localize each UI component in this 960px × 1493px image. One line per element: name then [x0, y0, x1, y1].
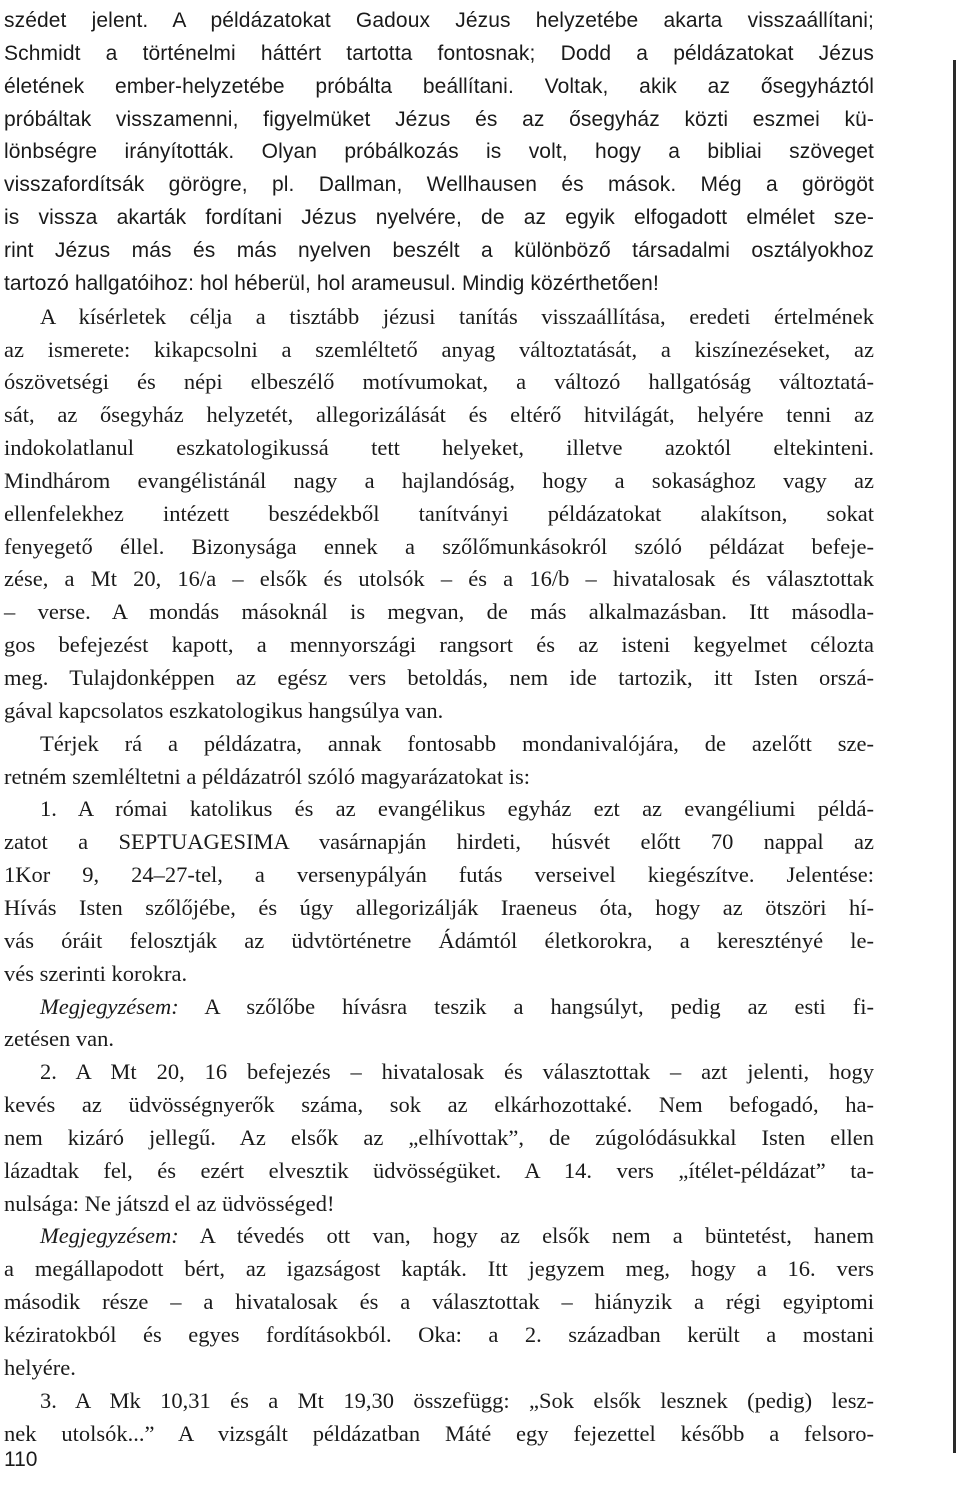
- text-line-content: a megállapodott bért, az igazságost kapták. Itt jegyzem meg, hogy a 16. vers: [4, 1256, 874, 1282]
- text-line: [4, 1351, 874, 1384]
- text-line: [4, 825, 874, 858]
- text-line: [4, 1252, 874, 1285]
- text-line: [4, 1154, 874, 1187]
- text-line-content: nem kizáró jellegű. Az elsők az „elhívottak”, de zúgolódásukkal Isten ellen: [4, 1124, 874, 1150]
- text-line: [4, 760, 874, 793]
- text-line-content: 3. A Mk 10,31 és a Mt 19,30 összefügg: „Sok elsők lesznek (pedig) lesz-: [40, 1387, 874, 1413]
- text-line-content: A kísérletek célja a tisztább jézusi tanítás visszaállítása, eredeti értelmének: [40, 303, 874, 329]
- text-line: [4, 661, 874, 694]
- text-line-content: zatot a SEPTUAGESIMA vasárnapján hirdeti, húsvét előtt 70 nappal az: [4, 829, 874, 855]
- scan-edge-line: [953, 60, 956, 1453]
- text-line-content: retném szemléltetni a példázatról szóló magyarázatokat is:: [4, 763, 531, 789]
- text-line: [4, 333, 874, 366]
- text-line: [4, 497, 874, 530]
- text-line-content: 1Kor 9, 24–27-tel, a versenypályán futás verseivel kiegészítve. Jelentése:: [4, 862, 874, 888]
- text-line-content: vás óráit felosztják az üdvtörténetre Ádámtól életkorokra, a keresztényé le-: [4, 927, 874, 953]
- text-line-content: A szőlőbe hívásra teszik a hangsúlyt, pedig az esti fi-: [178, 993, 874, 1019]
- text-line: [4, 924, 874, 957]
- text-line: [4, 37, 874, 70]
- text-line: [40, 792, 874, 825]
- text-line-content: fenyegető éllel. Bizonysága ennek a szőlőmunkásokról szóló példázat befeje-: [4, 533, 874, 559]
- text-line-content: sát, az ősegyház helyzetét, allegorizálását és eltérő hitvilágát, helyére tenni az: [4, 402, 874, 428]
- text-line: [40, 1055, 874, 1088]
- text-line-content: gával kapcsolatos eszkatologikus hangsúlya van.: [4, 697, 444, 723]
- text-line-content: szédet jelent. A példázatokat Gadoux Jézus helyzetébe akarta visszaállítani;: [4, 9, 874, 32]
- text-line-content: zetésen van.: [4, 1026, 114, 1052]
- text-line: [40, 300, 874, 333]
- text-line-content: az ismerete: kikapcsolni a szemléltető anyag változtatását, a kiszínezéseket, az: [4, 336, 874, 362]
- text-line-content: ószövetségi és népi elbeszélő motívumokat, a változó hallgatóság változtatá-: [4, 369, 874, 395]
- text-line-content: Térjek rá a példázatra, annak fontosabb mondanivalójára, de azelőtt sze-: [40, 730, 874, 756]
- text-line: [4, 1022, 874, 1055]
- text-line: [4, 1121, 874, 1154]
- text-line: [40, 1219, 874, 1252]
- text-line: [4, 103, 874, 136]
- text-line: [4, 694, 874, 727]
- text-line-content: második része – a hivatalosak és a választottak – hiányzik a régi egyiptomi: [4, 1289, 874, 1315]
- text-line-content: lázadtak fel, és ezért elvesztik üdvösségüket. A 14. vers „ítélet-példázat” ta-: [4, 1157, 874, 1183]
- text-line: [4, 1187, 874, 1220]
- text-line-content: rint Jézus más és más nyelven beszélt a különböző társadalmi osztályokhoz: [4, 238, 874, 262]
- text-line-content: indokolatlanul eszkatologikussá tett helyeket, illetve azoktól eltekinteni.: [4, 435, 874, 461]
- text-line: [4, 628, 874, 661]
- text-line-content: meg. Tulajdonképpen az egész vers betoldás, nem ide tartozik, itt Isten orszá-: [4, 665, 874, 690]
- text-line: [4, 1318, 874, 1351]
- text-line: [4, 365, 874, 398]
- text-line: [40, 1384, 874, 1417]
- text-line-content: nulsága: Ne játszd el az üdvösséged!: [4, 1190, 335, 1216]
- text-line: [4, 530, 874, 563]
- text-line-content: ellenfelekhez intézett beszédekből tanítványi példázatokat alakítson, sokat: [4, 500, 874, 526]
- text-line: [4, 957, 874, 990]
- text-line-content: vés szerinti korokra.: [4, 960, 188, 986]
- text-line: [4, 135, 874, 168]
- text-line: [40, 727, 874, 760]
- page-number: 110: [4, 1448, 38, 1471]
- text-line-content: – verse. A mondás másoknál is megvan, de más alkalmazásban. Itt másodla-: [4, 599, 874, 625]
- text-line: [4, 4, 874, 37]
- text-line-content: próbáltak visszamenni, figyelmüket Jézus és az ősegyház közti eszmei kü-: [4, 107, 874, 131]
- text-line: [4, 431, 874, 464]
- text-line-content: lönbségre irányították. Olyan próbálkozás is volt, hogy a bibliai szöveget: [4, 140, 874, 164]
- text-line: [4, 1417, 874, 1450]
- text-line: [4, 858, 874, 891]
- text-line-content: nek utolsók...” A vizsgált példázatban Máté egy fejezettel később a felsoro-: [4, 1420, 874, 1446]
- text-line-content: kevés az üdvösségnyerők száma, sok az elkárhozottaké. Nem befogadó, ha-: [4, 1092, 874, 1118]
- text-line-content: kéziratokból és egyes fordításokból. Oka: a 2. században került a mostani: [4, 1322, 874, 1347]
- remark-label: Megjegyzésem:: [40, 993, 179, 1019]
- text-line: [4, 891, 874, 924]
- text-line: [4, 234, 874, 267]
- text-line: [4, 398, 874, 431]
- text-line: [4, 1088, 874, 1121]
- text-line-content: gos befejezést kapott, a mennyországi rangsort és az isteni kegyelmet célozta: [4, 632, 874, 658]
- text-line-content: életének ember-helyzetébe próbálta beállítani. Voltak, akik az ősegyháztól: [4, 74, 874, 98]
- text-line: [40, 990, 874, 1023]
- text-line-content: tartozó hallgatóihoz: hol héberül, hol arameusul. Mindig közérthetően!: [4, 271, 659, 295]
- text-line: [4, 70, 874, 103]
- text-line: [4, 562, 874, 595]
- text-line: [4, 1285, 874, 1318]
- text-line-content: Mindhárom evangélistánál nagy a hajlandóság, hogy a sokasághoz vagy az: [4, 467, 874, 493]
- text-line: [4, 464, 874, 497]
- text-line-content: visszafordítsák görögre, pl. Dallman, Wellhausen és mások. Még a görögöt: [4, 173, 874, 197]
- text-line-content: helyére.: [4, 1354, 76, 1380]
- text-line: [4, 595, 874, 628]
- text-line-content: 1. A római katolikus és az evangélikus egyház ezt az evangéliumi példá-: [40, 796, 874, 822]
- text-line-content: zése, a Mt 20, 16/a – elsők és utolsók – és a 16/b – hivatalosak és választottak: [4, 566, 874, 592]
- text-line: [4, 267, 874, 300]
- text-line-content: is vissza akarták fordítani Jézus nyelvére, de az egyik elfogadott elmélet sze-: [4, 206, 874, 230]
- text-line-content: Schmidt a történelmi háttért tartotta fontosnak; Dodd a példázatokat Jézus: [4, 41, 874, 65]
- remark-label: Megjegyzésem:: [40, 1223, 179, 1249]
- text-line-content: A tévedés ott van, hogy az elsők nem a büntetést, hanem: [178, 1223, 874, 1249]
- text-line-content: Hívás Isten szőlőjébe, és úgy allegorizálják Iraeneus óta, hogy az ötszöri hí-: [4, 894, 874, 920]
- text-line: [4, 201, 874, 234]
- text-line: [4, 168, 874, 201]
- text-line-content: 2. A Mt 20, 16 befejezés – hivatalosak és választottak – azt jelenti, hogy: [40, 1059, 874, 1085]
